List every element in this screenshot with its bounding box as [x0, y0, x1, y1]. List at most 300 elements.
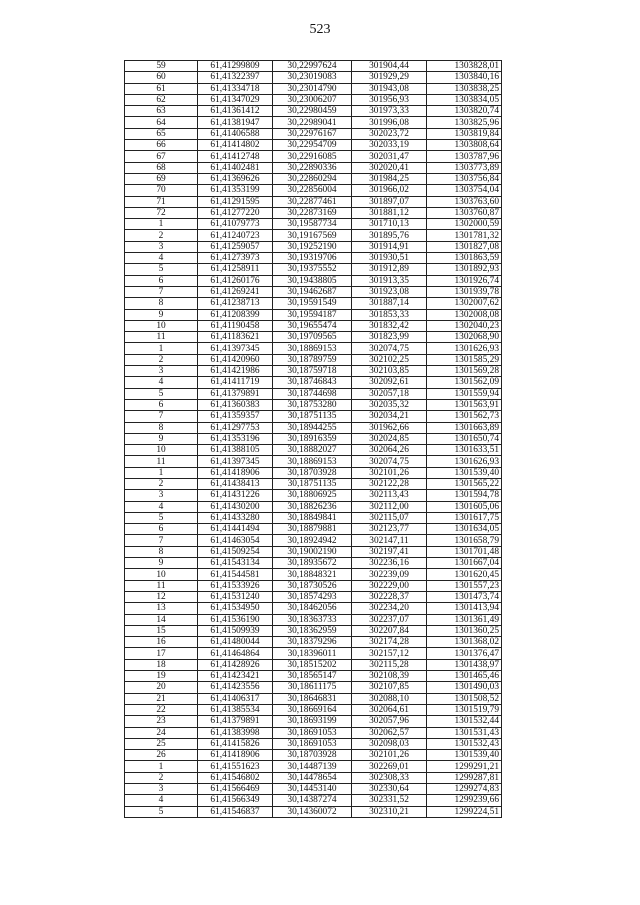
x-coordinate-cell: 302064,26	[352, 445, 427, 456]
x-coordinate-cell: 301914,91	[352, 241, 427, 252]
table-row	[125, 377, 502, 388]
latitude-cell: 61,41534950	[198, 603, 273, 614]
y-coordinate-cell: 1301926,74	[427, 275, 502, 286]
latitude-cell: 61,41536190	[198, 614, 273, 625]
table-row	[125, 558, 502, 569]
point-number-cell: 64	[125, 117, 198, 128]
table-row	[125, 309, 502, 320]
longitude-cell: 30,22954709	[273, 140, 352, 151]
latitude-cell: 61,41291595	[198, 196, 273, 207]
longitude-cell: 30,18759718	[273, 366, 352, 377]
latitude-cell: 61,41259057	[198, 241, 273, 252]
y-coordinate-cell: 1301413,94	[427, 603, 502, 614]
x-coordinate-cell: 302207,84	[352, 625, 427, 636]
x-coordinate-cell: 301923,08	[352, 286, 427, 297]
point-number-cell: 1	[125, 219, 198, 230]
longitude-cell: 30,18849841	[273, 512, 352, 523]
latitude-cell: 61,41412748	[198, 151, 273, 162]
table-row	[125, 512, 502, 523]
longitude-cell: 30,23006207	[273, 94, 352, 105]
y-coordinate-cell: 1301557,23	[427, 580, 502, 591]
longitude-cell: 30,14360072	[273, 806, 352, 817]
latitude-cell: 61,41551623	[198, 761, 273, 772]
y-coordinate-cell: 1301585,29	[427, 354, 502, 365]
x-coordinate-cell: 302033,19	[352, 140, 427, 151]
longitude-cell: 30,18574293	[273, 591, 352, 602]
point-number-cell: 23	[125, 716, 198, 727]
latitude-cell: 61,41379891	[198, 388, 273, 399]
longitude-cell: 30,19002190	[273, 546, 352, 557]
y-coordinate-cell: 1301539,40	[427, 750, 502, 761]
y-coordinate-cell: 1301438,97	[427, 659, 502, 670]
point-number-cell: 25	[125, 738, 198, 749]
point-number-cell: 14	[125, 614, 198, 625]
longitude-cell: 30,19587734	[273, 219, 352, 230]
latitude-cell: 61,41369626	[198, 173, 273, 184]
point-number-cell: 2	[125, 772, 198, 783]
y-coordinate-cell: 1301620,45	[427, 569, 502, 580]
point-number-cell: 1	[125, 343, 198, 354]
longitude-cell: 30,19375552	[273, 264, 352, 275]
y-coordinate-cell: 1302040,23	[427, 320, 502, 331]
table-row	[125, 671, 502, 682]
table-row	[125, 241, 502, 252]
table-row	[125, 761, 502, 772]
x-coordinate-cell: 301881,12	[352, 207, 427, 218]
x-coordinate-cell: 302147,11	[352, 535, 427, 546]
table-row	[125, 750, 502, 761]
table-row	[125, 117, 502, 128]
point-number-cell: 62	[125, 94, 198, 105]
latitude-cell: 61,41190458	[198, 320, 273, 331]
latitude-cell: 61,41269241	[198, 286, 273, 297]
table-row	[125, 569, 502, 580]
y-coordinate-cell: 1302068,90	[427, 332, 502, 343]
point-number-cell: 8	[125, 298, 198, 309]
point-number-cell: 65	[125, 128, 198, 139]
longitude-cell: 30,19462687	[273, 286, 352, 297]
y-coordinate-cell: 1299239,66	[427, 795, 502, 806]
y-coordinate-cell: 1301594,78	[427, 490, 502, 501]
longitude-cell: 30,18753280	[273, 399, 352, 410]
x-coordinate-cell: 302102,25	[352, 354, 427, 365]
point-number-cell: 3	[125, 241, 198, 252]
latitude-cell: 61,41415826	[198, 738, 273, 749]
x-coordinate-cell: 302197,41	[352, 546, 427, 557]
latitude-cell: 61,41431226	[198, 490, 273, 501]
table-row	[125, 185, 502, 196]
x-coordinate-cell: 302057,18	[352, 388, 427, 399]
longitude-cell: 30,18746843	[273, 377, 352, 388]
y-coordinate-cell: 1299291,21	[427, 761, 502, 772]
longitude-cell: 30,19252190	[273, 241, 352, 252]
x-coordinate-cell: 302113,43	[352, 490, 427, 501]
longitude-cell: 30,18751135	[273, 478, 352, 489]
latitude-cell: 61,41388105	[198, 445, 273, 456]
longitude-cell: 30,22860294	[273, 173, 352, 184]
table-row	[125, 388, 502, 399]
point-number-cell: 8	[125, 422, 198, 433]
longitude-cell: 30,18882027	[273, 445, 352, 456]
coordinates-table	[124, 60, 502, 818]
longitude-cell: 30,14487139	[273, 761, 352, 772]
x-coordinate-cell: 302074,75	[352, 343, 427, 354]
table-row	[125, 207, 502, 218]
table-row	[125, 332, 502, 343]
x-coordinate-cell: 302115,28	[352, 659, 427, 670]
table-row	[125, 94, 502, 105]
point-number-cell: 12	[125, 591, 198, 602]
longitude-cell: 30,18879881	[273, 524, 352, 535]
latitude-cell: 61,41322397	[198, 72, 273, 83]
table-row	[125, 366, 502, 377]
table-row	[125, 354, 502, 365]
table-row	[125, 580, 502, 591]
point-number-cell: 26	[125, 750, 198, 761]
x-coordinate-cell: 302236,16	[352, 558, 427, 569]
longitude-cell: 30,18646831	[273, 693, 352, 704]
x-coordinate-cell: 301929,29	[352, 72, 427, 83]
longitude-cell: 30,18565147	[273, 671, 352, 682]
longitude-cell: 30,18703928	[273, 750, 352, 761]
latitude-cell: 61,41414802	[198, 140, 273, 151]
longitude-cell: 30,19594187	[273, 309, 352, 320]
table-row	[125, 603, 502, 614]
longitude-cell: 30,18703928	[273, 467, 352, 478]
longitude-cell: 30,18669164	[273, 704, 352, 715]
x-coordinate-cell: 302157,12	[352, 648, 427, 659]
y-coordinate-cell: 1303825,96	[427, 117, 502, 128]
longitude-cell: 30,18691053	[273, 738, 352, 749]
x-coordinate-cell: 302035,32	[352, 399, 427, 410]
y-coordinate-cell: 1303834,05	[427, 94, 502, 105]
x-coordinate-cell: 302115,07	[352, 512, 427, 523]
point-number-cell: 3	[125, 490, 198, 501]
y-coordinate-cell: 1303787,96	[427, 151, 502, 162]
y-coordinate-cell: 1301781,32	[427, 230, 502, 241]
x-coordinate-cell: 301984,25	[352, 173, 427, 184]
longitude-cell: 30,19438805	[273, 275, 352, 286]
y-coordinate-cell: 1301531,43	[427, 727, 502, 738]
longitude-cell: 30,18363733	[273, 614, 352, 625]
x-coordinate-cell: 302234,20	[352, 603, 427, 614]
x-coordinate-cell: 302308,33	[352, 772, 427, 783]
longitude-cell: 30,18935672	[273, 558, 352, 569]
longitude-cell: 30,18924942	[273, 535, 352, 546]
x-coordinate-cell: 302101,26	[352, 467, 427, 478]
x-coordinate-cell: 302107,85	[352, 682, 427, 693]
y-coordinate-cell: 1302007,62	[427, 298, 502, 309]
point-number-cell: 72	[125, 207, 198, 218]
point-number-cell: 69	[125, 173, 198, 184]
point-number-cell: 5	[125, 388, 198, 399]
latitude-cell: 61,41208399	[198, 309, 273, 320]
x-coordinate-cell: 302057,96	[352, 716, 427, 727]
longitude-cell: 30,22877461	[273, 196, 352, 207]
point-number-cell: 63	[125, 106, 198, 117]
y-coordinate-cell: 1301368,02	[427, 637, 502, 648]
y-coordinate-cell: 1299224,51	[427, 806, 502, 817]
point-number-cell: 5	[125, 264, 198, 275]
latitude-cell: 61,41509939	[198, 625, 273, 636]
table-row	[125, 795, 502, 806]
longitude-cell: 30,22873169	[273, 207, 352, 218]
x-coordinate-cell: 302228,37	[352, 591, 427, 602]
table-row	[125, 501, 502, 512]
point-number-cell: 2	[125, 478, 198, 489]
longitude-cell: 30,19709565	[273, 332, 352, 343]
latitude-cell: 61,41397345	[198, 343, 273, 354]
point-number-cell: 19	[125, 671, 198, 682]
point-number-cell: 70	[125, 185, 198, 196]
table-row	[125, 772, 502, 783]
table-row	[125, 467, 502, 478]
table-row	[125, 738, 502, 749]
longitude-cell: 30,19655474	[273, 320, 352, 331]
point-number-cell: 5	[125, 512, 198, 523]
longitude-cell: 30,18515202	[273, 659, 352, 670]
point-number-cell: 6	[125, 524, 198, 535]
y-coordinate-cell: 1301658,79	[427, 535, 502, 546]
table-row	[125, 716, 502, 727]
y-coordinate-cell: 1301490,03	[427, 682, 502, 693]
latitude-cell: 61,41359357	[198, 411, 273, 422]
latitude-cell: 61,41347029	[198, 94, 273, 105]
table-row	[125, 83, 502, 94]
latitude-cell: 61,41273973	[198, 253, 273, 264]
y-coordinate-cell: 1303838,25	[427, 83, 502, 94]
table-row	[125, 219, 502, 230]
y-coordinate-cell: 1301617,75	[427, 512, 502, 523]
point-number-cell: 9	[125, 309, 198, 320]
point-number-cell: 66	[125, 140, 198, 151]
y-coordinate-cell: 1303828,01	[427, 61, 502, 72]
latitude-cell: 61,41441494	[198, 524, 273, 535]
longitude-cell: 30,18693199	[273, 716, 352, 727]
table-row	[125, 173, 502, 184]
x-coordinate-cell: 301973,33	[352, 106, 427, 117]
y-coordinate-cell: 1303819,84	[427, 128, 502, 139]
y-coordinate-cell: 1301565,22	[427, 478, 502, 489]
y-coordinate-cell: 1301939,78	[427, 286, 502, 297]
y-coordinate-cell: 1301532,43	[427, 738, 502, 749]
x-coordinate-cell: 302237,07	[352, 614, 427, 625]
y-coordinate-cell: 1301562,73	[427, 411, 502, 422]
y-coordinate-cell: 1301539,40	[427, 467, 502, 478]
longitude-cell: 30,18362959	[273, 625, 352, 636]
point-number-cell: 5	[125, 806, 198, 817]
latitude-cell: 61,41183621	[198, 332, 273, 343]
longitude-cell: 30,18826236	[273, 501, 352, 512]
longitude-cell: 30,18789759	[273, 354, 352, 365]
latitude-cell: 61,41531240	[198, 591, 273, 602]
point-number-cell: 13	[125, 603, 198, 614]
x-coordinate-cell: 302024,85	[352, 433, 427, 444]
y-coordinate-cell: 1299274,83	[427, 784, 502, 795]
point-number-cell: 10	[125, 445, 198, 456]
x-coordinate-cell: 301895,76	[352, 230, 427, 241]
point-number-cell: 21	[125, 693, 198, 704]
longitude-cell: 30,14453140	[273, 784, 352, 795]
longitude-cell: 30,22976167	[273, 128, 352, 139]
y-coordinate-cell: 1301519,79	[427, 704, 502, 715]
table-row	[125, 784, 502, 795]
y-coordinate-cell: 1303760,87	[427, 207, 502, 218]
point-number-cell: 10	[125, 569, 198, 580]
longitude-cell: 30,18848321	[273, 569, 352, 580]
latitude-cell: 61,41428926	[198, 659, 273, 670]
table-row	[125, 727, 502, 738]
y-coordinate-cell: 1301892,93	[427, 264, 502, 275]
table-row	[125, 343, 502, 354]
y-coordinate-cell: 1301663,89	[427, 422, 502, 433]
coordinates-table-body	[125, 61, 502, 818]
y-coordinate-cell: 1301701,48	[427, 546, 502, 557]
table-row	[125, 682, 502, 693]
y-coordinate-cell: 1303808,64	[427, 140, 502, 151]
x-coordinate-cell: 301996,08	[352, 117, 427, 128]
x-coordinate-cell: 302174,28	[352, 637, 427, 648]
y-coordinate-cell: 1303840,16	[427, 72, 502, 83]
y-coordinate-cell: 1301633,51	[427, 445, 502, 456]
y-coordinate-cell: 1303754,04	[427, 185, 502, 196]
latitude-cell: 61,41546802	[198, 772, 273, 783]
x-coordinate-cell: 302020,41	[352, 162, 427, 173]
table-row	[125, 128, 502, 139]
longitude-cell: 30,22916085	[273, 151, 352, 162]
x-coordinate-cell: 301853,33	[352, 309, 427, 320]
latitude-cell: 61,41438413	[198, 478, 273, 489]
y-coordinate-cell: 1301376,47	[427, 648, 502, 659]
longitude-cell: 30,18869153	[273, 456, 352, 467]
x-coordinate-cell: 302064,61	[352, 704, 427, 715]
latitude-cell: 61,41480044	[198, 637, 273, 648]
latitude-cell: 61,41381947	[198, 117, 273, 128]
point-number-cell: 60	[125, 72, 198, 83]
table-row	[125, 298, 502, 309]
y-coordinate-cell: 1301563,91	[427, 399, 502, 410]
latitude-cell: 61,41418906	[198, 467, 273, 478]
latitude-cell: 61,41402481	[198, 162, 273, 173]
table-row	[125, 230, 502, 241]
y-coordinate-cell: 1301361,49	[427, 614, 502, 625]
latitude-cell: 61,41433280	[198, 512, 273, 523]
point-number-cell: 7	[125, 411, 198, 422]
table-row	[125, 61, 502, 72]
latitude-cell: 61,41260176	[198, 275, 273, 286]
y-coordinate-cell: 1301650,74	[427, 433, 502, 444]
point-number-cell: 4	[125, 795, 198, 806]
table-row	[125, 286, 502, 297]
point-number-cell: 4	[125, 377, 198, 388]
longitude-cell: 30,22989041	[273, 117, 352, 128]
longitude-cell: 30,23014790	[273, 83, 352, 94]
longitude-cell: 30,22997624	[273, 61, 352, 72]
table-row	[125, 151, 502, 162]
table-row	[125, 275, 502, 286]
point-number-cell: 68	[125, 162, 198, 173]
point-number-cell: 71	[125, 196, 198, 207]
longitude-cell: 30,22890336	[273, 162, 352, 173]
table-row	[125, 490, 502, 501]
y-coordinate-cell: 1301532,44	[427, 716, 502, 727]
x-coordinate-cell: 301913,35	[352, 275, 427, 286]
y-coordinate-cell: 1303763,60	[427, 196, 502, 207]
x-coordinate-cell: 301966,02	[352, 185, 427, 196]
x-coordinate-cell: 302074,75	[352, 456, 427, 467]
latitude-cell: 61,41543134	[198, 558, 273, 569]
x-coordinate-cell: 301956,93	[352, 94, 427, 105]
x-coordinate-cell: 301823,99	[352, 332, 427, 343]
x-coordinate-cell: 302101,26	[352, 750, 427, 761]
table-row	[125, 625, 502, 636]
x-coordinate-cell: 302103,85	[352, 366, 427, 377]
y-coordinate-cell: 1301508,52	[427, 693, 502, 704]
latitude-cell: 61,41360383	[198, 399, 273, 410]
table-row	[125, 614, 502, 625]
point-number-cell: 8	[125, 546, 198, 557]
point-number-cell: 6	[125, 275, 198, 286]
longitude-cell: 30,18462056	[273, 603, 352, 614]
x-coordinate-cell: 302331,52	[352, 795, 427, 806]
table-row	[125, 140, 502, 151]
longitude-cell: 30,14478654	[273, 772, 352, 783]
point-number-cell: 4	[125, 253, 198, 264]
latitude-cell: 61,41420960	[198, 354, 273, 365]
longitude-cell: 30,14387274	[273, 795, 352, 806]
latitude-cell: 61,41334718	[198, 83, 273, 94]
x-coordinate-cell: 302023,72	[352, 128, 427, 139]
latitude-cell: 61,41509254	[198, 546, 273, 557]
latitude-cell: 61,41406317	[198, 693, 273, 704]
latitude-cell: 61,41423421	[198, 671, 273, 682]
table-row	[125, 648, 502, 659]
point-number-cell: 61	[125, 83, 198, 94]
point-number-cell: 11	[125, 456, 198, 467]
latitude-cell: 61,41383998	[198, 727, 273, 738]
point-number-cell: 17	[125, 648, 198, 659]
table-row	[125, 320, 502, 331]
x-coordinate-cell: 302034,21	[352, 411, 427, 422]
latitude-cell: 61,41463054	[198, 535, 273, 546]
x-coordinate-cell: 301930,51	[352, 253, 427, 264]
point-number-cell: 2	[125, 354, 198, 365]
page-number: 523	[309, 22, 331, 37]
y-coordinate-cell: 1301626,93	[427, 343, 502, 354]
longitude-cell: 30,22980459	[273, 106, 352, 117]
longitude-cell: 30,18751135	[273, 411, 352, 422]
table-row	[125, 637, 502, 648]
latitude-cell: 61,41385534	[198, 704, 273, 715]
x-coordinate-cell: 302123,77	[352, 524, 427, 535]
point-number-cell: 6	[125, 399, 198, 410]
latitude-cell: 61,41079773	[198, 219, 273, 230]
table-row	[125, 445, 502, 456]
y-coordinate-cell: 1301634,05	[427, 524, 502, 535]
x-coordinate-cell: 302229,00	[352, 580, 427, 591]
y-coordinate-cell: 1301473,74	[427, 591, 502, 602]
point-number-cell: 67	[125, 151, 198, 162]
longitude-cell: 30,18379296	[273, 637, 352, 648]
longitude-cell: 30,18691053	[273, 727, 352, 738]
longitude-cell: 30,22856004	[273, 185, 352, 196]
latitude-cell: 61,41566469	[198, 784, 273, 795]
longitude-cell: 30,18944255	[273, 422, 352, 433]
latitude-cell: 61,41423556	[198, 682, 273, 693]
x-coordinate-cell: 301887,14	[352, 298, 427, 309]
y-coordinate-cell: 1301667,04	[427, 558, 502, 569]
point-number-cell: 9	[125, 433, 198, 444]
